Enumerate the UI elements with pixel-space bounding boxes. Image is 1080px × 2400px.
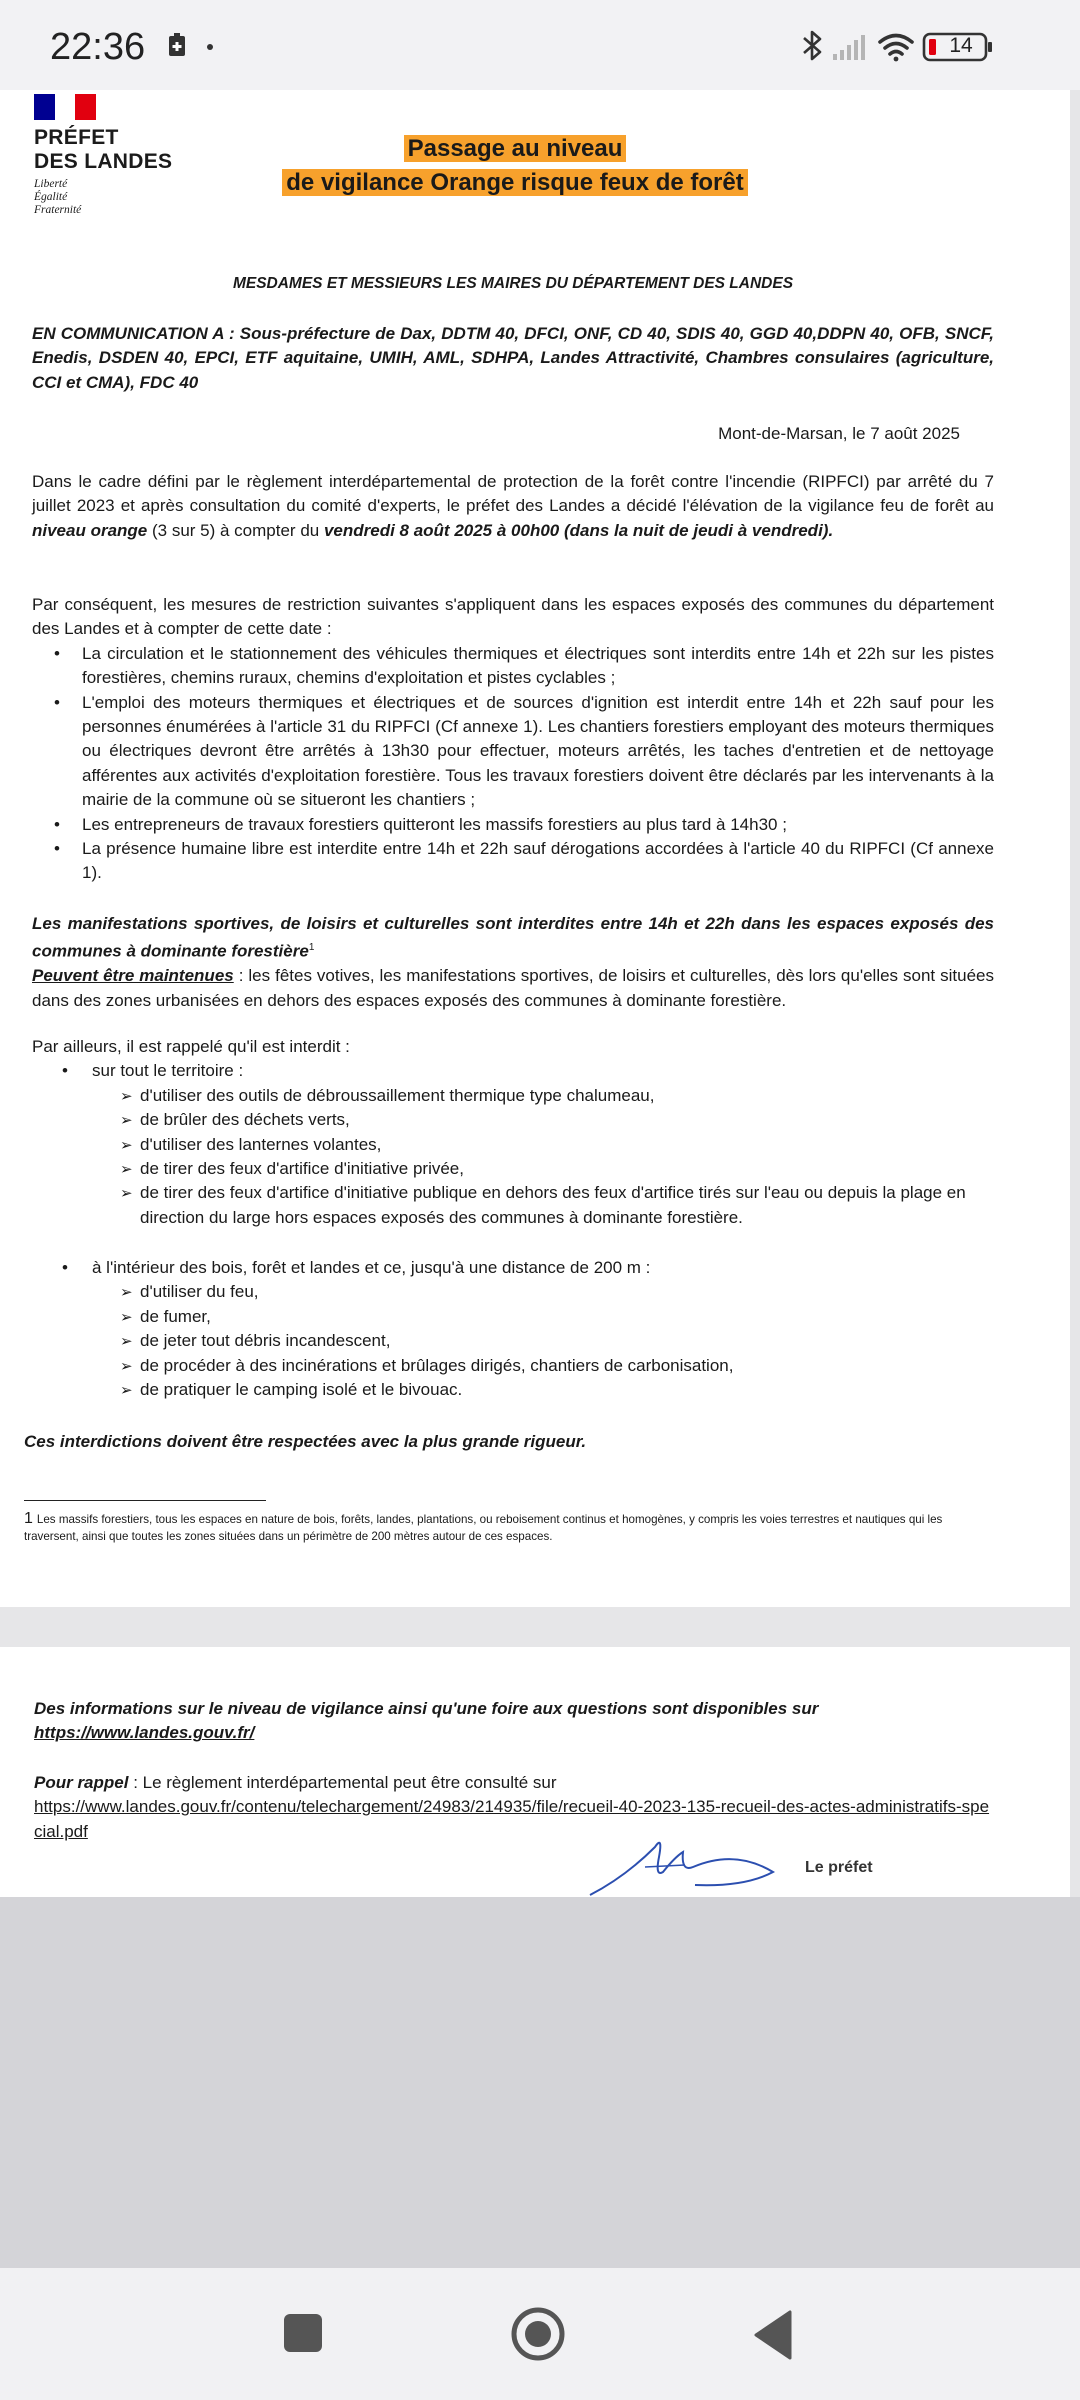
clock: 22:36 bbox=[50, 26, 146, 68]
list-item: ➢ d'utiliser des lanternes volantes, bbox=[120, 1133, 994, 1157]
viewer-background bbox=[0, 1897, 1080, 2269]
title-line-2: de vigilance Orange risque feux de forêt bbox=[282, 169, 747, 196]
maintained-paragraph: Peuvent être maintenues : les fêtes votives, les manifestations sportives, de loisirs et culturelles, dès lors qu'elles sont situées dans des zones urbanisées en dehors des espaces exposés des communes à dominante forestière. bbox=[32, 966, 994, 1010]
date-place: Mont-de-Marsan, le 7 août 2025 bbox=[718, 424, 960, 443]
wifi-icon bbox=[880, 36, 912, 62]
system-icons bbox=[800, 28, 1040, 64]
list-item: ➢ de brûler des déchets verts, bbox=[120, 1108, 994, 1132]
events-ban: Les manifestations sportives, de loisirs et culturelles sont interdites entre 14h et 22h dans les espaces exposés des communes à dominante forestière$^1$ bbox=[32, 914, 994, 962]
conclusion: Ces interdictions doivent être respectées avec la plus grande rigueur. bbox=[24, 1432, 587, 1451]
measures-intro: Par conséquent, les mesures de restriction suivantes s'appliquent dans les espaces exposés des communes du département des Landes et à compter de cette date : bbox=[32, 595, 994, 639]
footnote-mark: 1 bbox=[308, 942, 315, 954]
reminder-paragraph: Pour rappel : Le règlement interdépartemental peut être consulté sur https://www.landes.gouv.fr/contenu/telechargement/24983/214935/file/recueil-40-2023-135-recueil-des-actes-administratifs-special.pdf bbox=[34, 1773, 990, 1841]
cc-list: EN COMMUNICATION A : Sous-préfecture de Dax, DDTM 40, DFCI, ONF, CD 40, SDIS 40, GGD 40,DDPN 40, OFB, SNCF, Enedis, DSDEN 40, EPCI, ETF aquitaine, UMIH, AML, SDHPA, Landes Attractivité, Chambres consulaires (agriculture, CCI et CMA), FDC 40 bbox=[32, 324, 994, 392]
list-item: ➢ de fumer, bbox=[120, 1305, 994, 1329]
list-item: ➢ d'utiliser des outils de débroussaillement thermique type chalumeau, bbox=[120, 1084, 994, 1108]
prohibitions-section bbox=[32, 1035, 994, 1230]
document-page-2 bbox=[0, 1647, 1070, 1897]
flag-icon bbox=[34, 94, 96, 120]
document-title bbox=[0, 132, 1030, 200]
woods-list bbox=[120, 1280, 994, 1402]
square-icon bbox=[268, 2298, 340, 2370]
list-item: ➢ d'utiliser du feu, bbox=[120, 1280, 994, 1304]
back-triangle-icon bbox=[738, 2298, 810, 2370]
footnote: 1 Les massifs forestiers, tous les espaces en nature de bois, forêts, landes, plantations, ou reboisement continus et homogènes, y compris les voies terrestres et nautiques qui les traversent, ainsi que toutes les zones situées dans un périmètre de 200 mètres autour de ces espaces. bbox=[24, 1510, 943, 1543]
events-section bbox=[32, 912, 994, 1013]
list-item: ➢ de tirer des feux d'artifice d'initiative privée, bbox=[120, 1157, 994, 1181]
notification-icons bbox=[166, 33, 216, 64]
territory-list bbox=[120, 1084, 994, 1230]
document-page-1 bbox=[0, 90, 1070, 1607]
measures-list bbox=[32, 642, 994, 886]
footnote-divider bbox=[24, 1500, 266, 1501]
list-item: ➢ de jeter tout débris incandescent, bbox=[120, 1329, 994, 1353]
info-link[interactable]: https://www.landes.gouv.fr/ bbox=[34, 1723, 255, 1743]
list-item: • La circulation et le stationnement des véhicules thermiques et électriques sont interdits entre 14h et 22h sur les pistes forestières, chemins ruraux, chemins d'exploitation et pistes cyclables ; bbox=[32, 642, 994, 691]
battery-saver-icon bbox=[166, 33, 216, 59]
measures-section bbox=[32, 593, 994, 886]
woods-section bbox=[32, 1256, 994, 1402]
list-item: ➢ de tirer des feux d'artifice d'initiative publique en dehors des feux d'artifice tirés sur l'eau ou depuis la plage en direction du large hors espaces exposés des communes à dominante forestière. bbox=[120, 1181, 994, 1230]
reminder-text: Par ailleurs, il est rappelé qu'il est interdit : bbox=[32, 1037, 350, 1056]
org-name: PRÉFET DES LANDES bbox=[34, 126, 173, 173]
list-item: • Les entrepreneurs de travaux forestiers quitteront les massifs forestiers au plus tard à 14h30 ; bbox=[32, 813, 994, 837]
recent-apps-button[interactable] bbox=[268, 2298, 340, 2370]
signature-icon bbox=[585, 1827, 785, 1897]
motto: Liberté Égalité Fraternité bbox=[34, 178, 82, 216]
signature-label: Le préfet bbox=[805, 1859, 873, 1876]
home-button[interactable] bbox=[502, 2298, 574, 2370]
title-line-1: Passage au niveau bbox=[404, 135, 627, 162]
signal-icon bbox=[833, 35, 865, 60]
flag-red bbox=[75, 94, 96, 120]
regulation-link[interactable]: https://www.landes.gouv.fr/contenu/telechargement/24983/214935/file/recueil-40-2023-135-recueil-des-actes-administratifs-special.pdf bbox=[34, 1797, 990, 1841]
navigation-bar bbox=[0, 2268, 1080, 2400]
home-circle-icon bbox=[502, 2298, 574, 2370]
status-bar bbox=[0, 0, 1080, 90]
battery-level: 14 bbox=[949, 34, 973, 57]
info-paragraph: Des informations sur le niveau de vigilance ainsi qu'une foire aux questions sont disponibles sur https://www.landes.gouv.fr/ bbox=[34, 1699, 819, 1743]
list-item: ➢ de pratiquer le camping isolé et le bivouac. bbox=[120, 1378, 994, 1402]
bluetooth-icon bbox=[804, 32, 820, 59]
woods-label: • à l'intérieur des bois, forêt et landes et ce, jusqu'à une distance de 200 m : bbox=[62, 1258, 651, 1277]
list-item: ➢ de procéder à des incinérations et brûlages dirigés, chantiers de carbonisation, bbox=[120, 1354, 994, 1378]
territory-label: • sur tout le territoire : bbox=[62, 1061, 244, 1081]
flag-blue bbox=[34, 94, 55, 120]
back-button[interactable] bbox=[738, 2298, 810, 2370]
addressee: MESDAMES ET MESSIEURS LES MAIRES DU DÉPARTEMENT DES LANDES bbox=[232, 275, 794, 292]
flag-white bbox=[55, 94, 76, 120]
list-item: • La présence humaine libre est interdite entre 14h et 22h sauf dérogations accordées à l'article 40 du RIPFCI (Cf annexe 1). bbox=[32, 837, 994, 886]
intro-paragraph: Dans le cadre défini par le règlement interdépartemental de protection de la forêt contre l'incendie (RIPFCI) par arrêté du 7 juillet 2023 et après consultation du comité d'experts, le préfet des Landes a décidé l'élévation de la vigilance feu de forêt au niveau orange (3 sur 5) à compter du vendredi 8 août 2025 à 00h00 (dans la nuit de jeudi à vendredi). bbox=[32, 472, 994, 540]
list-item: • L'emploi des moteurs thermiques et électriques et de sources d'ignition est interdit entre 14h et 22h sauf pour les personnes énumérées à l'article 31 du RIPFCI (Cf annexe 1). Les chantiers forestiers employant des moteurs thermiques ou électriques devront être arrêtés à 13h30 pour effectuer, moteurs arrêtés, les taches d'entretien et de nettoyage afférentes aux activités d'exploitation forestière. Tous les travaux forestiers doivent être déclarés par les intervenants à la mairie de la commune où se situeront les chantiers ; bbox=[32, 691, 994, 813]
